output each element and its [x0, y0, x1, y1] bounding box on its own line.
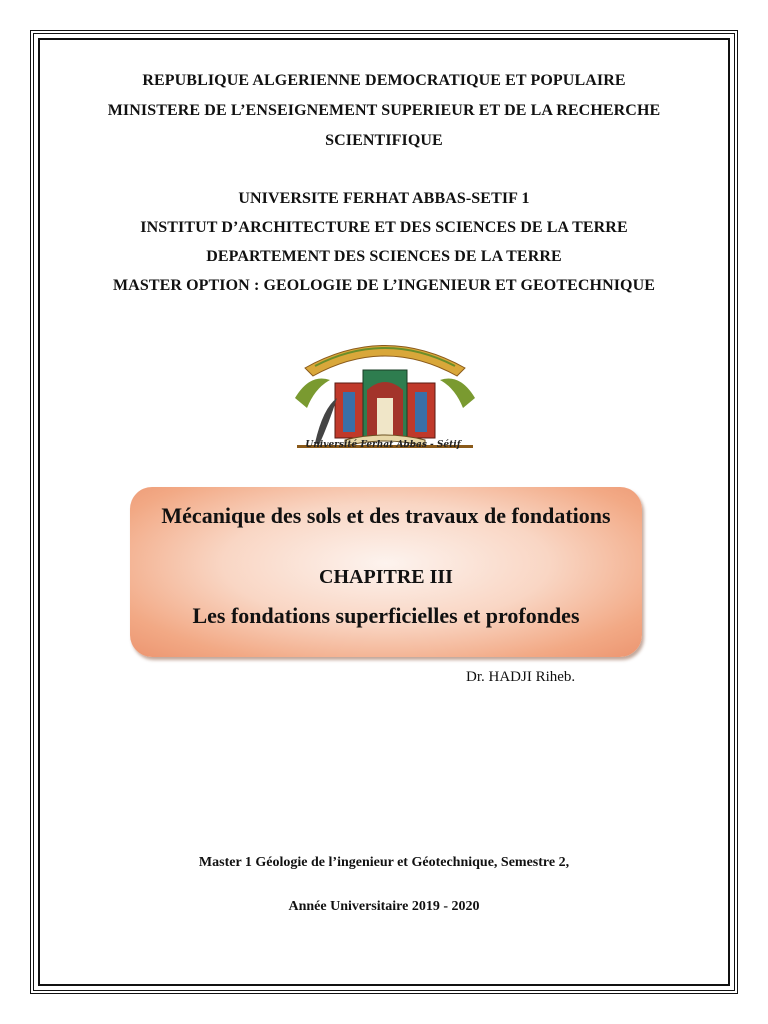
- header-ministry: MINISTERE DE L’ENSEIGNEMENT SUPERIEUR ET DE LA RECHERCHE: [107, 102, 661, 119]
- header-university: UNIVERSITE FERHAT ABBAS-SETIF 1: [238, 190, 530, 207]
- header-master-option: MASTER OPTION : GEOLOGIE DE L’INGENIEUR ET GEOTECHNIQUE: [112, 277, 656, 294]
- chapter-label: CHAPITRE III: [319, 566, 453, 588]
- header-department: DEPARTEMENT DES SCIENCES DE LA TERRE: [206, 248, 562, 265]
- author-name: Dr. HADJI Riheb.: [466, 669, 576, 685]
- footer-academic-year: Année Universitaire 2019 - 2020: [288, 899, 480, 914]
- university-logo: [285, 328, 485, 458]
- footer-program: Master 1 Géologie de l’ingenieur et Géotechnique, Semestre 2,: [198, 855, 570, 870]
- header-institute: INSTITUT D’ARCHITECTURE ET DES SCIENCES DE LA TERRE: [140, 219, 628, 236]
- chapter-subtitle: Les fondations superficielles et profondes: [192, 603, 580, 628]
- logo-caption: Université Ferhat Abbas - Sétif: [305, 440, 461, 450]
- header-republic: REPUBLIQUE ALGERIENNE DEMOCRATIQUE ET POPULAIRE: [142, 72, 626, 89]
- course-title: Mécanique des sols et des travaux de fondations: [161, 503, 611, 528]
- header-ministry-cont: SCIENTIFIQUE: [325, 132, 443, 149]
- title-box: [130, 487, 642, 657]
